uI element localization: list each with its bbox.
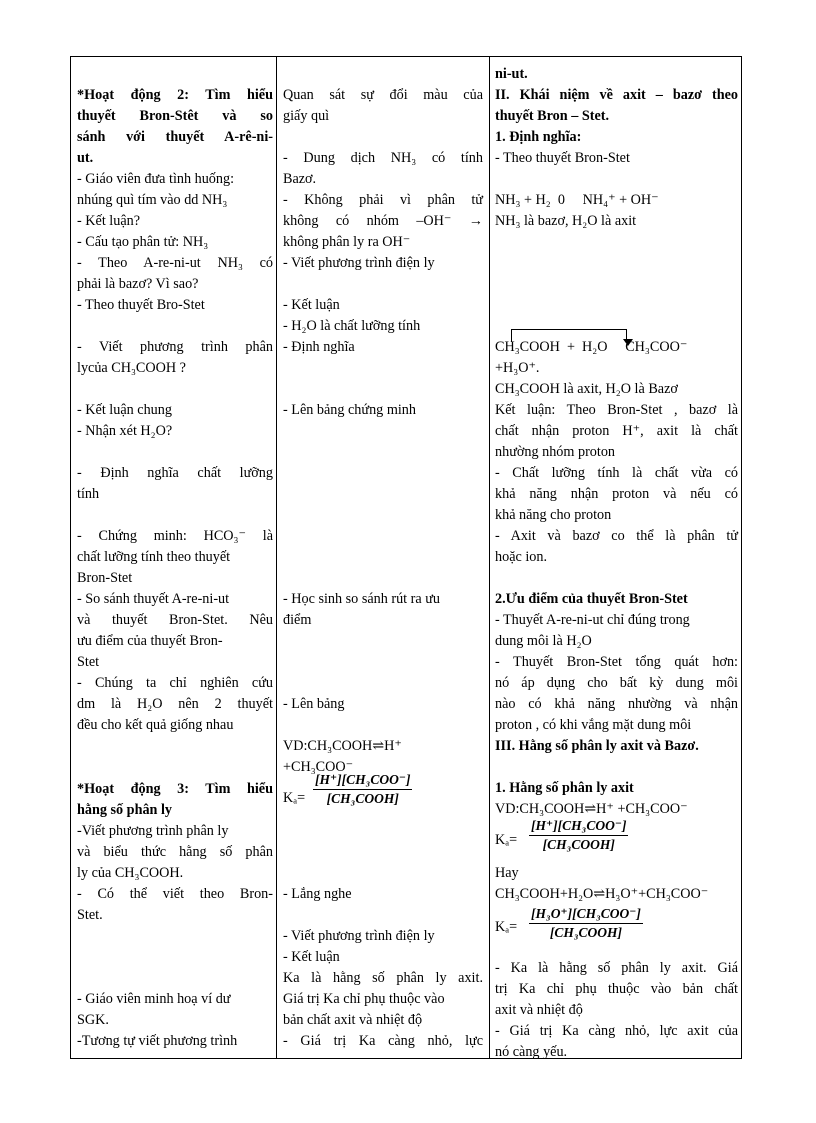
formula-label: Kₐ= [495, 919, 518, 935]
text-line: Stet [77, 654, 100, 670]
text-line: NH₃ là bazơ, H₂O là axit [495, 213, 637, 229]
formula-label: Kₐ= [283, 790, 306, 806]
text-line: - Theo thuyết Bron-Stet [495, 150, 630, 166]
text-line: - Giá trị Ka càng nhỏ, lực axit của [495, 1023, 738, 1039]
text-line: ni-ut. [495, 66, 528, 82]
text-line: - Dung dịch NH₃ có tính [283, 150, 483, 166]
text-line: - Kết luận? [77, 213, 141, 229]
text-line: Bron-Stet [77, 570, 133, 586]
text-line: - Không phải vì phân tử [283, 192, 483, 208]
text-line: Bazơ. [283, 171, 317, 187]
equation-line: CH₃COOH + H₂O CH₃COO⁻ [495, 339, 688, 355]
fraction-denominator: [CH₃COOH] [313, 789, 412, 808]
text-line: - Chúng ta chỉ nghiên cứu [77, 675, 273, 691]
text-line: - Axit và bazơ co thể là phân tử [495, 528, 738, 544]
equation-line: NH₃ + H₂ 0 NH₄⁺ + OH⁻ [495, 192, 659, 208]
text-line: tính [77, 486, 100, 502]
text-line: nhường nhóm proton [495, 444, 616, 460]
text-line: - Thuyết Bron-Stet tổng quát hơn: [495, 654, 738, 670]
text-line: - Học sinh so sánh rút ra ưu [283, 591, 441, 607]
text-line: nào có khả năng nhường và nhận [495, 696, 738, 712]
text-line: - Theo thuyết Bro-Stet [77, 297, 205, 313]
text-line: dm là H₂O nên 2 thuyết [77, 696, 273, 712]
text-line: điểm [283, 612, 312, 628]
text-line: Ka là hằng số phân ly axit. [283, 970, 483, 986]
text-line: - Lắng nghe [283, 886, 352, 902]
activity-heading: ut. [77, 150, 94, 166]
text-line: dung môi là H₂O [495, 633, 592, 649]
column-divider [276, 57, 277, 1058]
text-line: - Viết phương trình điện ly [283, 928, 435, 944]
text-line: CH₃COOH là axit, H₂O là Bazơ [495, 381, 678, 397]
section-heading: III. Hằng số phân ly axit và Bazơ. [495, 738, 699, 754]
section-heading: thuyết Bron – Stet. [495, 108, 610, 124]
ka-formula-fraction [313, 771, 412, 808]
text-line: SGK. [77, 1012, 109, 1028]
text-line: - Kết luận chung [77, 402, 172, 418]
text-line: và biểu thức hằng số phân [77, 844, 273, 860]
text-line: - Có thể viết theo Bron- [77, 886, 273, 902]
formula-label: Kₐ= [495, 832, 518, 848]
text-line: đều cho kết quả giống nhau [77, 717, 234, 733]
text-line: - Ka là hằng số phân ly axit. Giá [495, 960, 738, 976]
text-line: Giá trị Ka chỉ phụ thuộc vào [283, 991, 445, 1007]
fraction-numerator: [H⁺][CH₃COO⁻] [315, 772, 411, 787]
section-heading: II. Khái niệm về axit – bazơ theo [495, 87, 738, 103]
text-line: - Định nghĩa chất lưỡng [77, 465, 273, 481]
text-line: +CH₃COO⁻ [283, 759, 354, 775]
text-line: - H₂O là chất lưỡng tính [283, 318, 421, 334]
text-line: - Kết luận [283, 949, 340, 965]
text-line: chất lưỡng tính theo thuyết [77, 549, 231, 565]
text-line: và thuyết Bron-Stet. Nêu [77, 612, 273, 628]
text-line: - Chứng minh: HCO₃⁻ là [77, 528, 273, 544]
text-line: bản chất axit và nhiệt độ [283, 1012, 423, 1028]
text-line: - Thuyết A-re-ni-ut chỉ đúng trong [495, 612, 690, 628]
text-line: nó áp dụng cho bất kỳ dung môi [495, 675, 738, 691]
section-heading: 1. Hằng số phân ly axit [495, 780, 634, 796]
lesson-table [70, 56, 742, 1059]
ka-formula-fraction [529, 817, 628, 854]
text-line: - Kết luận [283, 297, 340, 313]
text-line: ưu điểm của thuyết Bron- [77, 633, 223, 649]
text-line: - Theo A-re-ni-ut NH₃ có [77, 255, 273, 271]
section-heading: 1. Định nghĩa: [495, 129, 582, 145]
text-line: - Chất lưỡng tính là chất vừa có [495, 465, 738, 481]
text-line: - Cấu tạo phân tử: NH₃ [77, 234, 209, 250]
text-line: chất nhận proton H⁺, axit là chất [495, 423, 738, 439]
text-line: - So sánh thuyết A-re-ni-ut [77, 591, 230, 607]
ka-formula-fraction [529, 905, 643, 942]
activity-heading: hằng số phân ly [77, 802, 173, 818]
fraction-numerator: [H⁺][CH₃COO⁻] [531, 818, 627, 833]
text-line: VD:CH₃COOH⇌H⁺ +CH₃COO⁻ [495, 801, 688, 817]
text-line: lycủa CH₃COOH ? [77, 360, 186, 376]
text-line: trị Ka chỉ phụ thuộc vào bản chất [495, 981, 738, 997]
text-line: - Viết phương trình phân [77, 339, 273, 355]
activity-heading: thuyết Bron-Stêt và so [77, 108, 273, 124]
text-line: phải là bazơ? Vì sao? [77, 276, 199, 292]
text-line: không có nhóm –OH⁻ → [283, 213, 483, 229]
text-line: VD:CH₃COOH⇌H⁺ [283, 738, 402, 754]
text-line: - Lên bảng [283, 696, 345, 712]
text-line: - Giáo viên minh hoạ ví dư [77, 991, 231, 1007]
text-line: không phân ly ra OH⁻ [283, 234, 411, 250]
text-line: -Viết phương trình phân ly [77, 823, 229, 839]
text-line: - Giá trị Ka càng nhỏ, lực [283, 1033, 483, 1049]
text-line: axit và nhiệt độ [495, 1002, 583, 1018]
text-line: - Giáo viên đưa tình huống: [77, 171, 235, 187]
text-line: CH₃COOH+H₂O⇌H₃O⁺+CH₃COO⁻ [495, 886, 709, 902]
text-line: giấy quì [283, 108, 330, 124]
text-line: hoặc ion. [495, 549, 548, 565]
section-heading: 2.Ưu điểm của thuyết Bron-Stet [495, 591, 688, 607]
activity-heading: *Hoạt động 3: Tìm hiểu [77, 781, 273, 797]
text-line: nhúng quì tím vào dd NH₃ [77, 192, 228, 208]
text-line: - Lên bảng chứng minh [283, 402, 416, 418]
text-line: - Định nghĩa [283, 339, 355, 355]
fraction-denominator: [CH₃COOH] [529, 923, 643, 942]
activity-heading: sánh với thuyết A-rê-ni- [77, 129, 273, 145]
text-line: khả năng nhận proton và nếu có [495, 486, 738, 502]
activity-heading: *Hoạt động 2: Tìm hiểu [77, 87, 273, 103]
text-line: proton , có khi vắng mặt dung môi [495, 717, 692, 733]
text-line: nó càng yếu. [495, 1044, 568, 1060]
text-line: -Tương tự viết phương trình [77, 1033, 238, 1049]
text-line: Hay [495, 865, 519, 881]
text-line: - Viết phương trình điện ly [283, 255, 435, 271]
column-divider [489, 57, 490, 1058]
text-line: +H₃O⁺. [495, 360, 540, 376]
text-line: Kết luận: Theo Bron-Stet , bazơ là [495, 402, 738, 418]
text-line: - Nhận xét H₂O? [77, 423, 173, 439]
text-line: khả năng cho proton [495, 507, 612, 523]
text-line: ly của CH₃COOH. [77, 865, 184, 881]
fraction-denominator: [CH₃COOH] [529, 835, 628, 854]
text-line: Stet. [77, 907, 103, 923]
text-line: Quan sát sự đổi màu của [283, 87, 483, 103]
fraction-numerator: [H₃O⁺][CH₃COO⁻] [531, 906, 641, 921]
